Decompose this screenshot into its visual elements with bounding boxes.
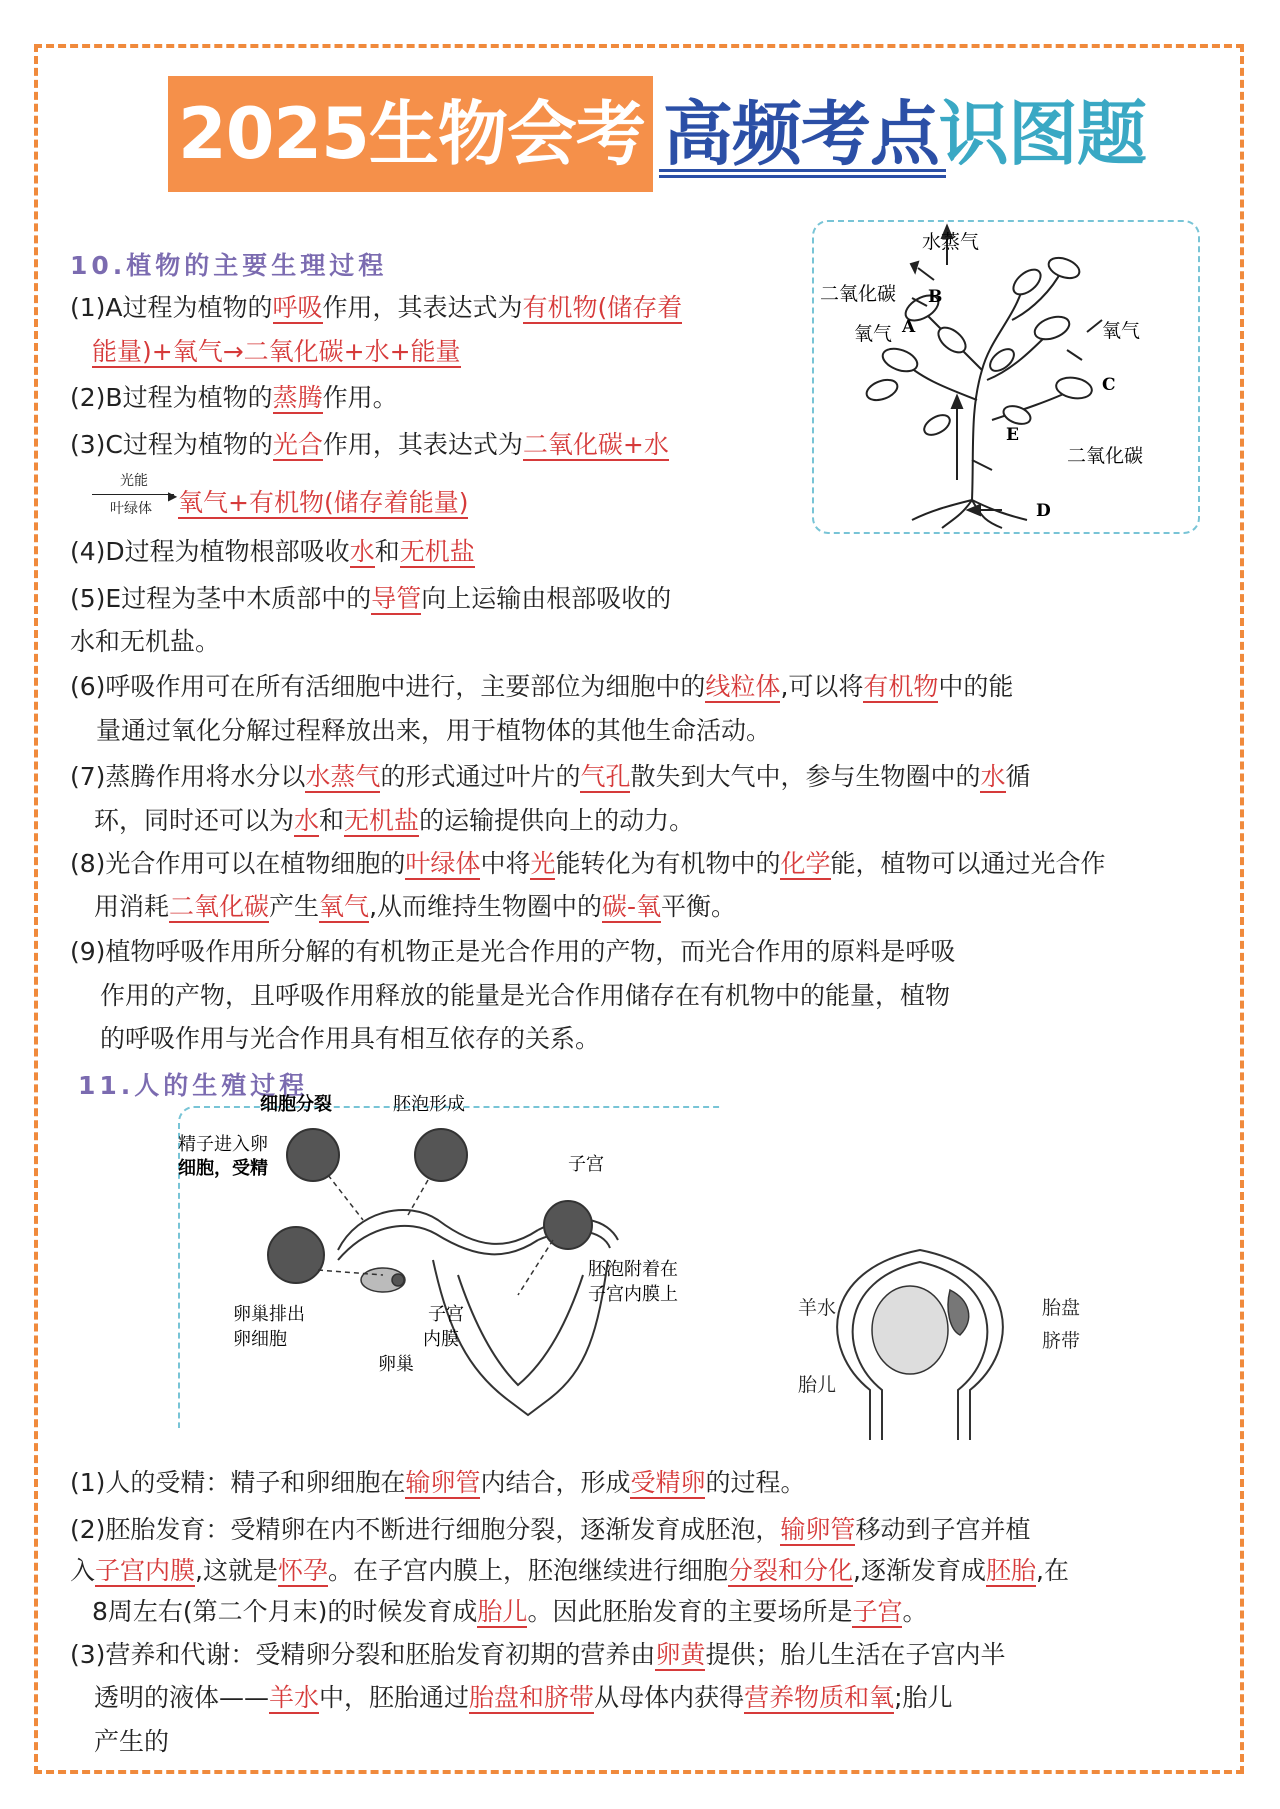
s10-p1-line1: (1)A过程为植物的呼吸作用，其表达式为有机物(储存着: [70, 293, 683, 322]
label-uterus: 子宫: [568, 1154, 604, 1175]
s11-q2-line3: 8周左右(第二个月末)的时候发育成胎儿。因此胚胎发育的主要场所是子宫。: [92, 1597, 928, 1626]
s10-p9-line1: (9)植物呼吸作用所分解的有机物正是光合作用的产物，而光合作用的原料是呼吸: [70, 937, 956, 966]
label-attach-2: 子宫内膜上: [588, 1284, 678, 1305]
label-oxygen-right: 氧气: [1102, 320, 1141, 342]
section-heading-10: 10.植物的主要生理过程: [70, 251, 388, 280]
page-title: [168, 76, 1156, 192]
label-A: A: [902, 317, 916, 337]
s10-p7-line1: (7)蒸腾作用将水分以水蒸气的形式通过叶片的气孔散失到大气中，参与生物圈中的水循: [70, 762, 1031, 791]
s11-q3-line2: 透明的液体——羊水中，胚胎通过胎盘和脐带从母体内获得营养物质和氧;胎儿: [94, 1683, 953, 1712]
label-C: C: [1102, 375, 1116, 395]
label-water-vapor: 水蒸气: [922, 231, 980, 253]
label-E: E: [1006, 425, 1019, 445]
label-placenta: 胎盘: [1042, 1297, 1081, 1319]
label-sperm-enter-2: 细胞，受精: [178, 1158, 268, 1179]
reaction-arrow: 光能 ▶ 叶绿体: [92, 470, 176, 518]
label-blastocyst-form: 胚泡形成: [393, 1094, 465, 1115]
s10-p5-line2: 水和无机盐。: [70, 627, 221, 656]
label-endometrium-1: 子宫: [428, 1304, 464, 1325]
s10-p2: (2)B过程为植物的蒸腾作用。: [70, 383, 398, 412]
title-part3: 识图题: [938, 93, 1146, 175]
title-part2-wrap: [653, 76, 1156, 192]
label-ovulate-2: 卵细胞: [233, 1329, 287, 1350]
label-attach-1: 胚泡附着在: [588, 1259, 678, 1280]
s10-p1-line2: 能量)+氧气→二氧化碳+水+能量: [92, 337, 461, 366]
s11-q2-line1: (2)胚胎发育：受精卵在内不断进行细胞分裂，逐渐发育成胚泡，输卵管移动到子宫并植: [70, 1515, 1031, 1544]
s10-p9-line3: 的呼吸作用与光合作用具有相互依存的关系。: [100, 1024, 601, 1053]
reproduction-diagram: [178, 1094, 738, 1430]
s10-p3-line1: (3)C过程为植物的光合作用，其表达式为二氧化碳+水: [70, 430, 669, 459]
s11-q2-line2: 入子宫内膜,这就是怀孕。在子宫内膜上，胚泡继续进行细胞分裂和分化,逐渐发育成胚胎,在: [70, 1556, 1069, 1585]
s10-p3-line2: 氧气+有机物(储存着能量): [178, 488, 469, 517]
label-endometrium-2: 内膜: [423, 1329, 459, 1350]
label-ovary: 卵巢: [378, 1354, 414, 1375]
s10-p9-line2: 作用的产物，且呼吸作用释放的能量是光合作用储存在有机物中的能量，植物: [100, 981, 951, 1010]
plant-diagram: [812, 220, 1196, 530]
label-ovulate-1: 卵巢排出: [233, 1304, 305, 1325]
title-part2: 高频考点: [662, 93, 939, 175]
label-cell-division: 细胞分裂: [260, 1094, 332, 1115]
label-umbilical-cord: 脐带: [1042, 1330, 1081, 1352]
label-D: D: [1036, 501, 1051, 521]
s10-p5-line1: (5)E过程为茎中木质部中的导管向上运输由根部吸收的: [70, 584, 672, 613]
s10-p6-line2: 量通过氧化分解过程释放出来，用于植物体的其他生命活动。: [96, 716, 772, 745]
s11-q3-line1: (3)营养和代谢：受精卵分裂和胚胎发育初期的营养由卵黄提供；胎儿生活在子宫内半: [70, 1640, 1006, 1669]
label-sperm-enter-1: 精子进入卵: [178, 1134, 268, 1155]
title-part1: 2025生物会考: [168, 76, 653, 192]
s10-p8-line1: (8)光合作用可以在植物细胞的叶绿体中将光能转化为有机物中的化学能，植物可以通过光合作: [70, 849, 1106, 878]
label-co2-right: 二氧化碳: [1067, 445, 1144, 467]
s11-q3-line3: 产生的: [94, 1727, 170, 1756]
title-underline: [659, 169, 946, 178]
label-amniotic-fluid: 羊水: [798, 1297, 837, 1319]
label-B: B: [928, 287, 943, 307]
s10-p6-line1: (6)呼吸作用可在所有活细胞中进行，主要部位为细胞中的线粒体,可以将有机物中的能: [70, 672, 1014, 701]
s10-p4: (4)D过程为植物根部吸收水和无机盐: [70, 537, 475, 566]
label-oxygen-left: 氧气: [854, 323, 893, 345]
label-co2-left: 二氧化碳: [820, 283, 897, 305]
section-heading-11: 11.人的生殖过程: [78, 1071, 309, 1100]
label-fetus: 胎儿: [798, 1374, 837, 1396]
fetus-diagram: [800, 1240, 1040, 1440]
s10-p7-line2: 环，同时还可以为水和无机盐的运输提供向上的动力。: [94, 806, 695, 835]
s10-p8-line2: 用消耗二氧化碳产生氧气,从而维持生物圈中的碳-氧平衡。: [94, 892, 737, 921]
s11-q1: (1)人的受精：精子和卵细胞在输卵管内结合，形成受精卵的过程。: [70, 1468, 806, 1497]
